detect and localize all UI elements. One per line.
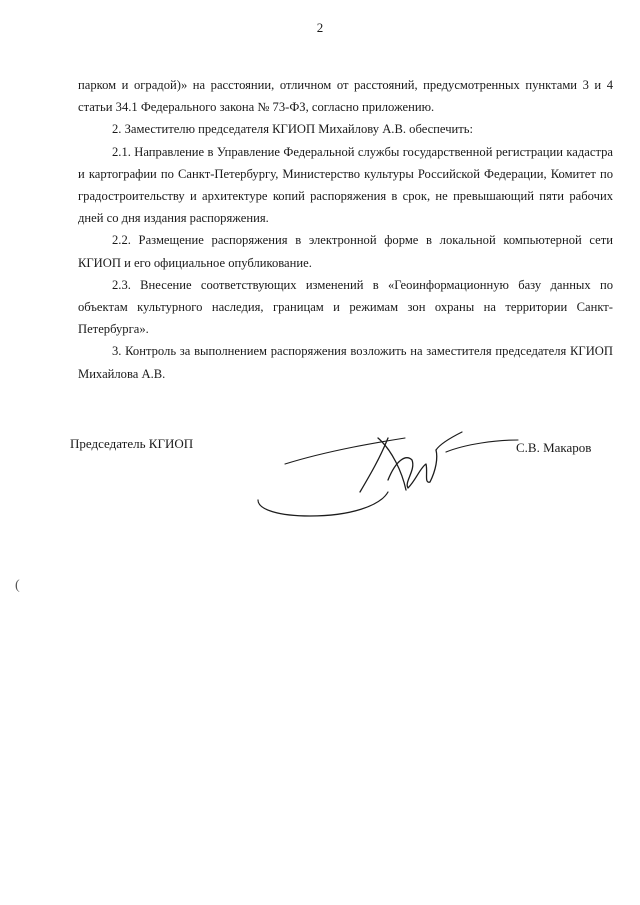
paragraph-2-2: 2.2. Размещение распоряжения в электронной форме в локальной компьютерной сети КГИОП и его официальное опубликование.	[78, 233, 613, 270]
signer-name: С.В. Макаров	[516, 440, 592, 455]
paragraph-2-3: 2.3. Внесение соответствующих изменений в «Геоинформационную базу данных по объектам культурного наследия, границам и режимам зон охраны на территории Санкт-Петербурга».	[78, 277, 613, 337]
paragraph-3: 3. Контроль за выполнением распоряжения возложить на заместителя председателя КГИОП Михайлова А.В.	[78, 344, 613, 381]
signature-block	[0, 430, 640, 540]
paragraph-2: 2. Заместителю председателя КГИОП Михайлову А.В. обеспечить:	[112, 122, 474, 137]
margin-paren-mark: (	[15, 578, 20, 593]
paragraph-2-1: 2.1. Направление в Управление Федеральной службы государственной регистрации кадастра и картографии по Санкт-Петербургу, Министерство культуры Российской Федерации, Комитет по градостроительству и архитектуре копий распоряжения в срок, не превышающий пяти рабочих дней со дня издания распоряжения.	[78, 144, 613, 226]
paragraph-continuation: парком и оградой)» на расстоянии, отличном от расстояний, предусмотренных пунктами 3 и 4 статьи 34.1 Федерального закона № 73-ФЗ, согласно приложению.	[78, 78, 613, 115]
document-body	[78, 74, 613, 385]
page-number: 2	[316, 20, 324, 35]
signer-title: Председатель КГИОП	[70, 436, 194, 451]
handwritten-signature	[240, 430, 520, 530]
